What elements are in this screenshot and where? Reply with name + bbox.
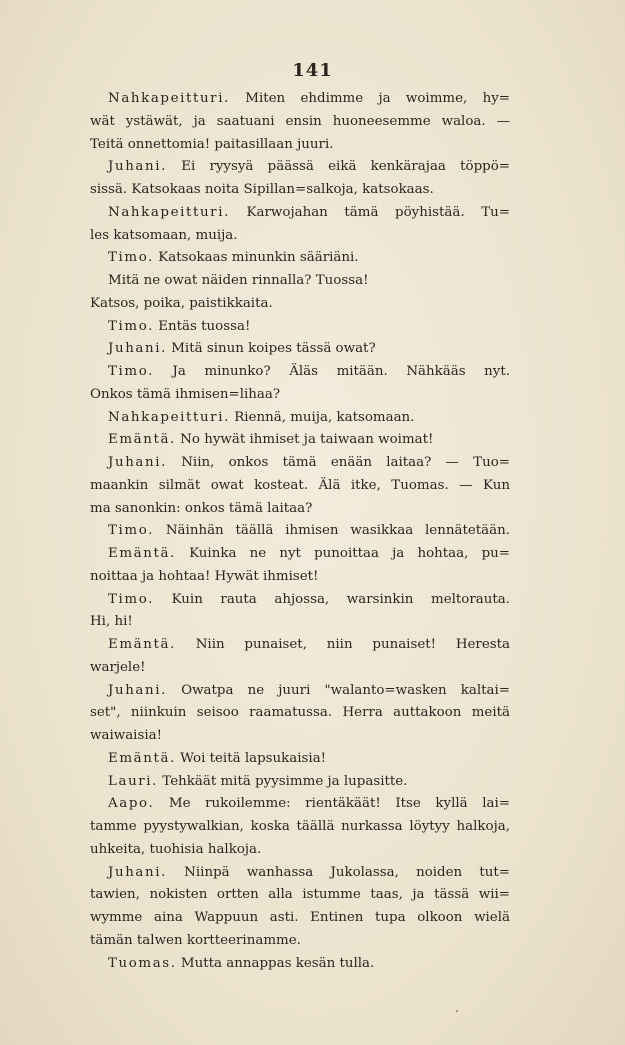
text-line xyxy=(90,930,510,953)
text-line xyxy=(90,179,510,202)
line-text: Katsos, poika, paistikkaita. xyxy=(90,295,273,311)
line-text: les katsomaan, muija. xyxy=(90,227,238,243)
line-text: No hywät ihmiset ja taiwaan woimat! xyxy=(175,432,434,448)
speaker-name: Lauri. xyxy=(108,773,159,789)
speaker-name: Timo. xyxy=(108,250,154,266)
line-text: wät ystäwät, ja saatuani ensin huoneesemme waloa. — xyxy=(90,113,510,129)
line-text: wymme aina Wappuun asti. Entinen tupa olkoon wielä xyxy=(90,910,510,925)
line-text: sissä. Katsokaas noita Sipillan=salkoja, katsokaas. xyxy=(90,182,434,197)
text-line xyxy=(90,247,510,270)
line-text: Mutta annappas kesän tulla. xyxy=(176,955,375,971)
text-line xyxy=(90,702,510,725)
speaker-name: Juhani. xyxy=(108,159,167,175)
text-line xyxy=(90,225,510,248)
text-line xyxy=(90,520,510,543)
line-text: waiwaisia! xyxy=(90,728,162,743)
text-line xyxy=(90,88,510,111)
text-line xyxy=(90,793,510,816)
speaker-name: Timo. xyxy=(108,591,154,607)
line-text: Teitä onnettomia! paitasillaan juuri. xyxy=(90,136,334,152)
line-text: Tehkäät mitä pyysimme ja lupasitte. xyxy=(158,773,408,789)
text-line xyxy=(90,407,510,430)
text-line xyxy=(90,361,510,384)
speaker-name: Juhani. xyxy=(108,682,167,698)
text-line xyxy=(90,748,510,771)
line-text: Entäs tuossa! xyxy=(154,318,251,334)
line-text: Hi, hi! xyxy=(90,614,133,630)
speaker-name: Juhani. xyxy=(108,341,167,357)
text-line xyxy=(90,771,510,794)
speaker-name: Timo. xyxy=(108,364,154,379)
page-number: 141 xyxy=(292,60,333,81)
speaker-name: Emäntä. xyxy=(108,432,176,448)
text-line xyxy=(90,543,510,566)
line-text: Karwojahan tämä pöyhistää. Tu= xyxy=(229,204,510,220)
line-text: set", niinkuin seisoo raamatussa. Herra auttakoon meitä xyxy=(90,705,510,721)
speaker-name: Aapo. xyxy=(108,796,155,812)
line-text: ma sanonkin: onkos tämä laitaa? xyxy=(90,500,313,516)
line-text: Kuin rauta ahjossa, warsinkin meltorauta. xyxy=(154,591,510,607)
speaker-name: Juhani. xyxy=(108,864,167,880)
text-line xyxy=(90,156,510,179)
line-text: Riennä, muija, katsomaan. xyxy=(229,409,415,425)
line-text: Mitä sinun koipes tässä owat? xyxy=(166,341,376,357)
text-line xyxy=(90,202,510,225)
line-text: Ei ryysyä päässä eikä kenkärajaa töppö= xyxy=(166,159,510,175)
speaker-name: Tuomas. xyxy=(108,955,177,971)
text-line xyxy=(90,316,510,339)
text-line xyxy=(90,452,510,475)
line-text: Katsokaas minunkin sääriäni. xyxy=(154,250,359,266)
text-line xyxy=(90,475,510,498)
text-line xyxy=(90,839,510,862)
text-line xyxy=(90,384,510,407)
line-text: tamme pyystywalkian, koska täällä nurkassa löytyy halkoja, xyxy=(90,819,510,834)
line-text: Niin punaiset, niin punaiset! Heresta xyxy=(175,637,510,652)
text-line xyxy=(90,589,510,612)
speaker-name: Nahkapeitturi. xyxy=(108,91,230,106)
line-text: tämän talwen kortteerinamme. xyxy=(90,932,301,948)
paper-speck xyxy=(456,1010,458,1012)
speaker-name: Emäntä. xyxy=(108,750,176,766)
text-line xyxy=(90,907,510,930)
line-text: Mitä ne owat näiden rinnalla? Tuossa! xyxy=(108,273,369,288)
line-text: Onkos tämä ihmisen=lihaa? xyxy=(90,386,281,402)
text-line xyxy=(90,953,510,976)
line-text: uhkeita, tuohisia halkoja. xyxy=(90,841,262,857)
text-line xyxy=(90,134,510,157)
speaker-name: Emäntä. xyxy=(108,637,176,652)
line-text: maankin silmät owat kosteat. Älä itke, Tuomas. — Kun xyxy=(90,477,510,493)
text-line xyxy=(90,293,510,316)
speaker-name: Nahkapeitturi. xyxy=(108,204,230,220)
text-line xyxy=(90,634,510,657)
text-line xyxy=(90,725,510,748)
text-line xyxy=(90,611,510,634)
text-line xyxy=(90,498,510,521)
text-line xyxy=(90,680,510,703)
line-text: tawien, nokisten ortten alla istumme taas, ja tässä wii= xyxy=(90,887,510,903)
line-text: Niin, onkos tämä enään laitaa? — Tuo= xyxy=(166,455,510,470)
text-line xyxy=(90,862,510,885)
line-text: Owatpa ne juuri "walanto=wasken kaltai= xyxy=(166,682,510,698)
text-line xyxy=(90,270,510,293)
text-line xyxy=(90,884,510,907)
speaker-name: Timo. xyxy=(108,523,154,539)
line-text: Woi teitä lapsukaisia! xyxy=(175,750,327,766)
line-text: Miten ehdimme ja woimme, hy= xyxy=(229,91,510,106)
line-text: Me rukoilemme: rientäkäät! Itse kyllä lai= xyxy=(154,796,510,812)
text-line xyxy=(90,657,510,680)
line-text: warjele! xyxy=(90,659,146,675)
text-line xyxy=(90,566,510,589)
text-line xyxy=(90,816,510,839)
line-text: noittaa ja hohtaa! Hywät ihmiset! xyxy=(90,568,319,584)
line-text: Niinpä wanhassa Jukolassa, noiden tut= xyxy=(166,864,510,880)
speaker-name: Nahkapeitturi. xyxy=(108,409,230,425)
line-text: Ja minunko? Äläs mitään. Nähkääs nyt. xyxy=(154,364,510,379)
speaker-name: Emäntä. xyxy=(108,546,176,561)
speaker-name: Juhani. xyxy=(108,455,167,470)
line-text: Näinhän täällä ihmisen wasikkaa lennätetään. xyxy=(154,523,510,539)
text-line xyxy=(90,429,510,452)
text-block xyxy=(90,88,510,975)
text-line xyxy=(90,338,510,361)
line-text: Kuinka ne nyt punoittaa ja hohtaa, pu= xyxy=(175,546,510,561)
text-line xyxy=(90,111,510,134)
speaker-name: Timo. xyxy=(108,318,154,334)
